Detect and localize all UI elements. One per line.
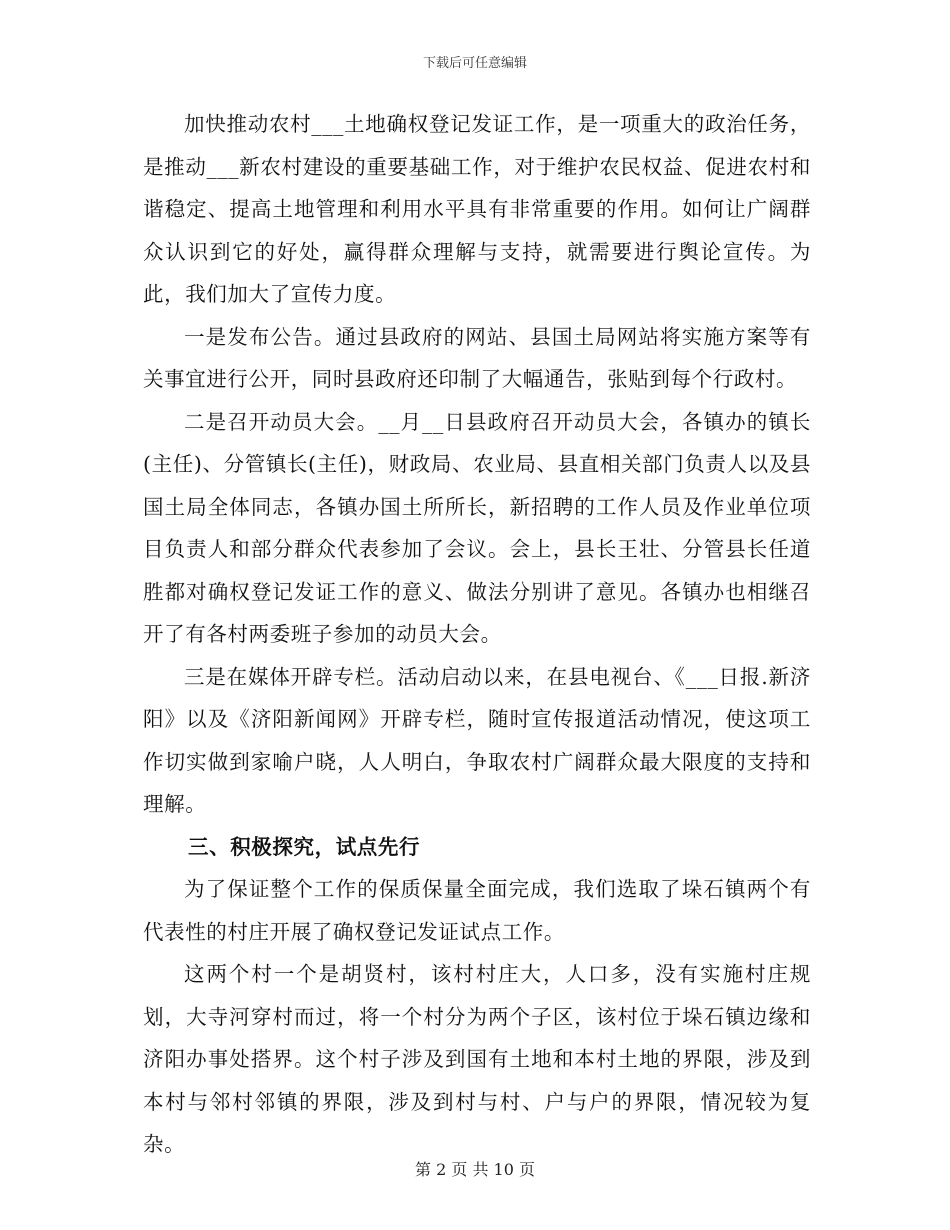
document-body	[143, 103, 811, 1166]
page-number: 第 2 页 共 10 页	[415, 1160, 535, 1179]
paragraph-announcement: 一是发布公告。通过县政府的网站、县国土局网站将实施方案等有关事宜进行公开，同时县政府还印制了大幅通告，张贴到每个行政村。	[143, 324, 811, 391]
section-heading: 三、积极探究，试点先行	[188, 834, 421, 859]
paragraph-publicity-intro: 加快推动农村___土地确权登记发证工作，是一项重大的政治任务，是推动___新农村建设的重要基础工作，对于维护农民权益、促进农村和谐稳定、提高土地管理和利用水平具有非常重要的作用。如何让广阔群众认识到它的好处，赢得群众理解与支持，就需要进行舆论宣传。为此，我们加大了宣传力度。	[143, 112, 811, 306]
page-header: 下载后可任意编辑	[422, 56, 527, 71]
paragraph-pilot-intro: 为了保证整个工作的保质保量全面完成，我们选取了垛石镇两个有代表性的村庄开展了确权登记发证试点工作。	[143, 877, 811, 944]
paragraph-media-column: 三是在媒体开辟专栏。活动启动以来，在县电视台、《___日报.新济阳》以及《济阳新闻网》开辟专栏，随时宣传报道活动情况，使这项工作切实做到家喻户晓，人人明白，争取农村广阔群众最大限度的支持和理解。	[143, 664, 811, 816]
paragraph-village-description: 这两个村一个是胡贤村，该村村庄大，人口多，没有实施村庄规划，大寺河穿村而过，将一个村分为两个子区，该村位于垛石镇边缘和济阳办事处搭界。这个村子涉及到国有土地和本村土地的界限，涉及到本村与邻村邻镇的界限，涉及到村与村、户与户的界限，情况较为复杂。	[143, 962, 811, 1156]
paragraph-mobilization-meeting: 二是召开动员大会。__月__日县政府召开动员大会，各镇办的镇长(主任)、分管镇长(主任)，财政局、农业局、县直相关部门负责人以及县国土局全体同志，各镇办国土所所长，新招聘的工作人员及作业单位项目负责人和部分群众代表参加了会议。会上，县长王壮、分管县长任道胜都对确权登记发证工作的意义、做法分别讲了意见。各镇办也相继召开了有各村两委班子参加的动员大会。	[143, 409, 811, 646]
